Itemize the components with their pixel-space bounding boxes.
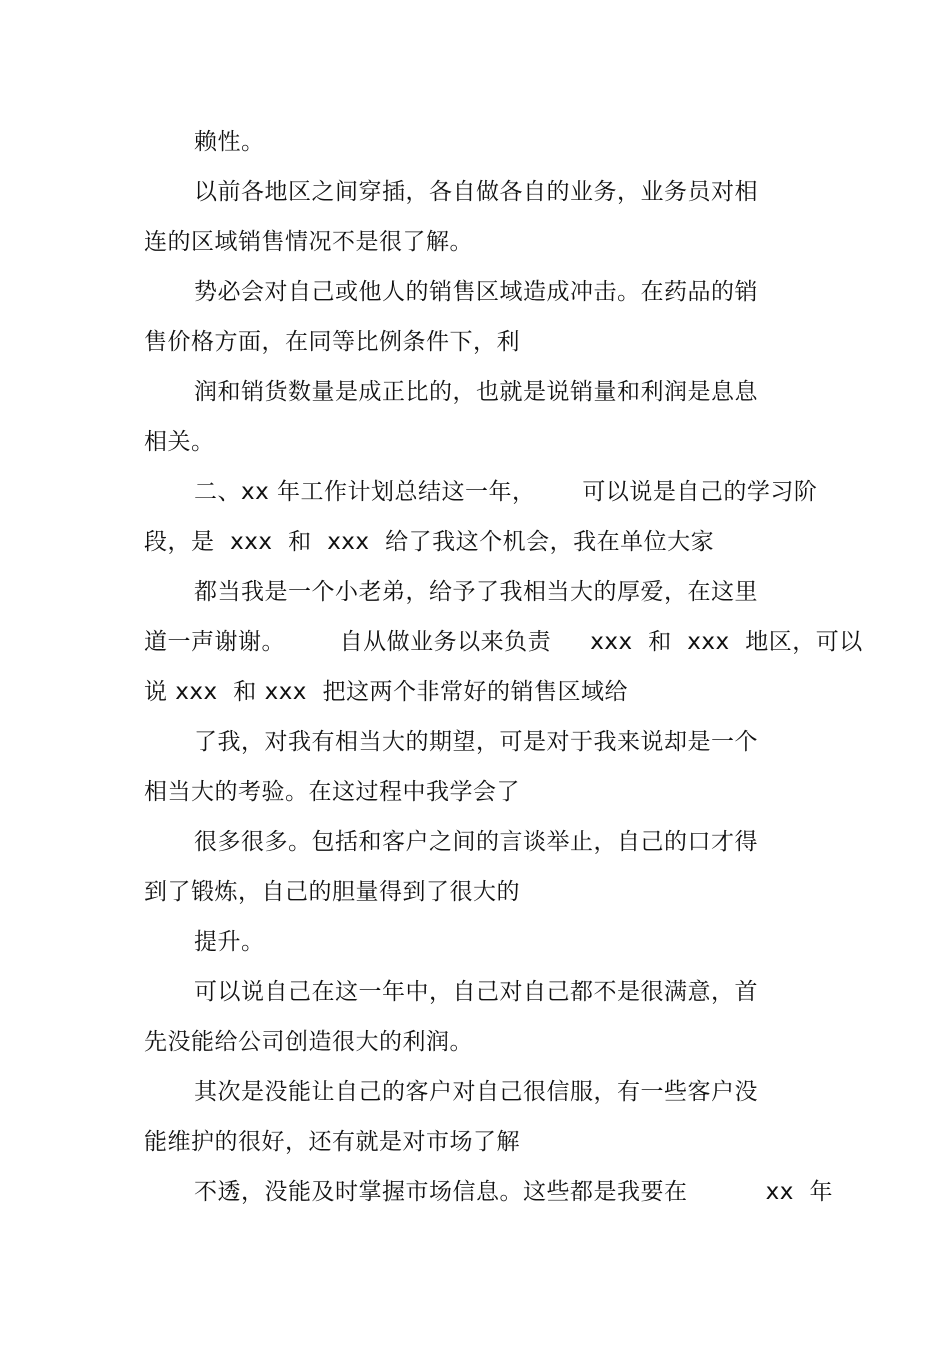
paragraph-line: 其次是没能让自己的客户对自己很信服，有一些客户没 <box>194 1079 758 1105</box>
paragraph-line: 连的区域销售情况不是很了解。 <box>144 229 473 255</box>
paragraph-line: 很多很多。包括和客户之间的言谈举止，自己的口才得 <box>194 829 758 855</box>
paragraph-line: 可以说自己在这一年中，自己对自己都不是很满意，首 <box>194 979 758 1005</box>
paragraph-line: 提升。 <box>194 929 265 955</box>
paragraph-line: 润和销货数量是成正比的，也就是说销量和利润是息息 <box>194 379 758 405</box>
paragraph-line: 势必会对自己或他人的销售区域造成冲击。在药品的销 <box>194 279 758 305</box>
paragraph-line: 二、xx 年工作计划总结这一年， 可以说是自己的学习阶 <box>194 479 818 505</box>
paragraph-line: 相当大的考验。在这过程中我学会了 <box>144 779 520 805</box>
paragraph-line: 相关。 <box>144 429 215 455</box>
paragraph-line: 不透，没能及时掌握市场信息。这些都是我要在 xx 年 <box>194 1179 833 1205</box>
paragraph-line: 售价格方面，在同等比例条件下，利 <box>144 329 520 355</box>
paragraph-line: 先没能给公司创造很大的利润。 <box>144 1029 473 1055</box>
paragraph-line: 赖性。 <box>194 129 265 155</box>
paragraph-line: 道一声谢谢。 自从做业务以来负责 xxx 和 xxx 地区，可以 <box>144 629 863 655</box>
paragraph-line: 到了锻炼，自己的胆量得到了很大的 <box>144 879 520 905</box>
paragraph-line: 说 xxx 和 xxx 把这两个非常好的销售区域给 <box>144 679 629 705</box>
paragraph-line: 以前各地区之间穿插，各自做各自的业务，业务员对相 <box>194 179 758 205</box>
paragraph-line: 了我，对我有相当大的期望，可是对于我来说却是一个 <box>194 729 758 755</box>
paragraph-line: 能维护的很好，还有就是对市场了解 <box>144 1129 520 1155</box>
paragraph-line: 都当我是一个小老弟，给予了我相当大的厚爱，在这里 <box>194 579 758 605</box>
paragraph-line: 段，是 xxx 和 xxx 给了我这个机会，我在单位大家 <box>144 529 715 555</box>
